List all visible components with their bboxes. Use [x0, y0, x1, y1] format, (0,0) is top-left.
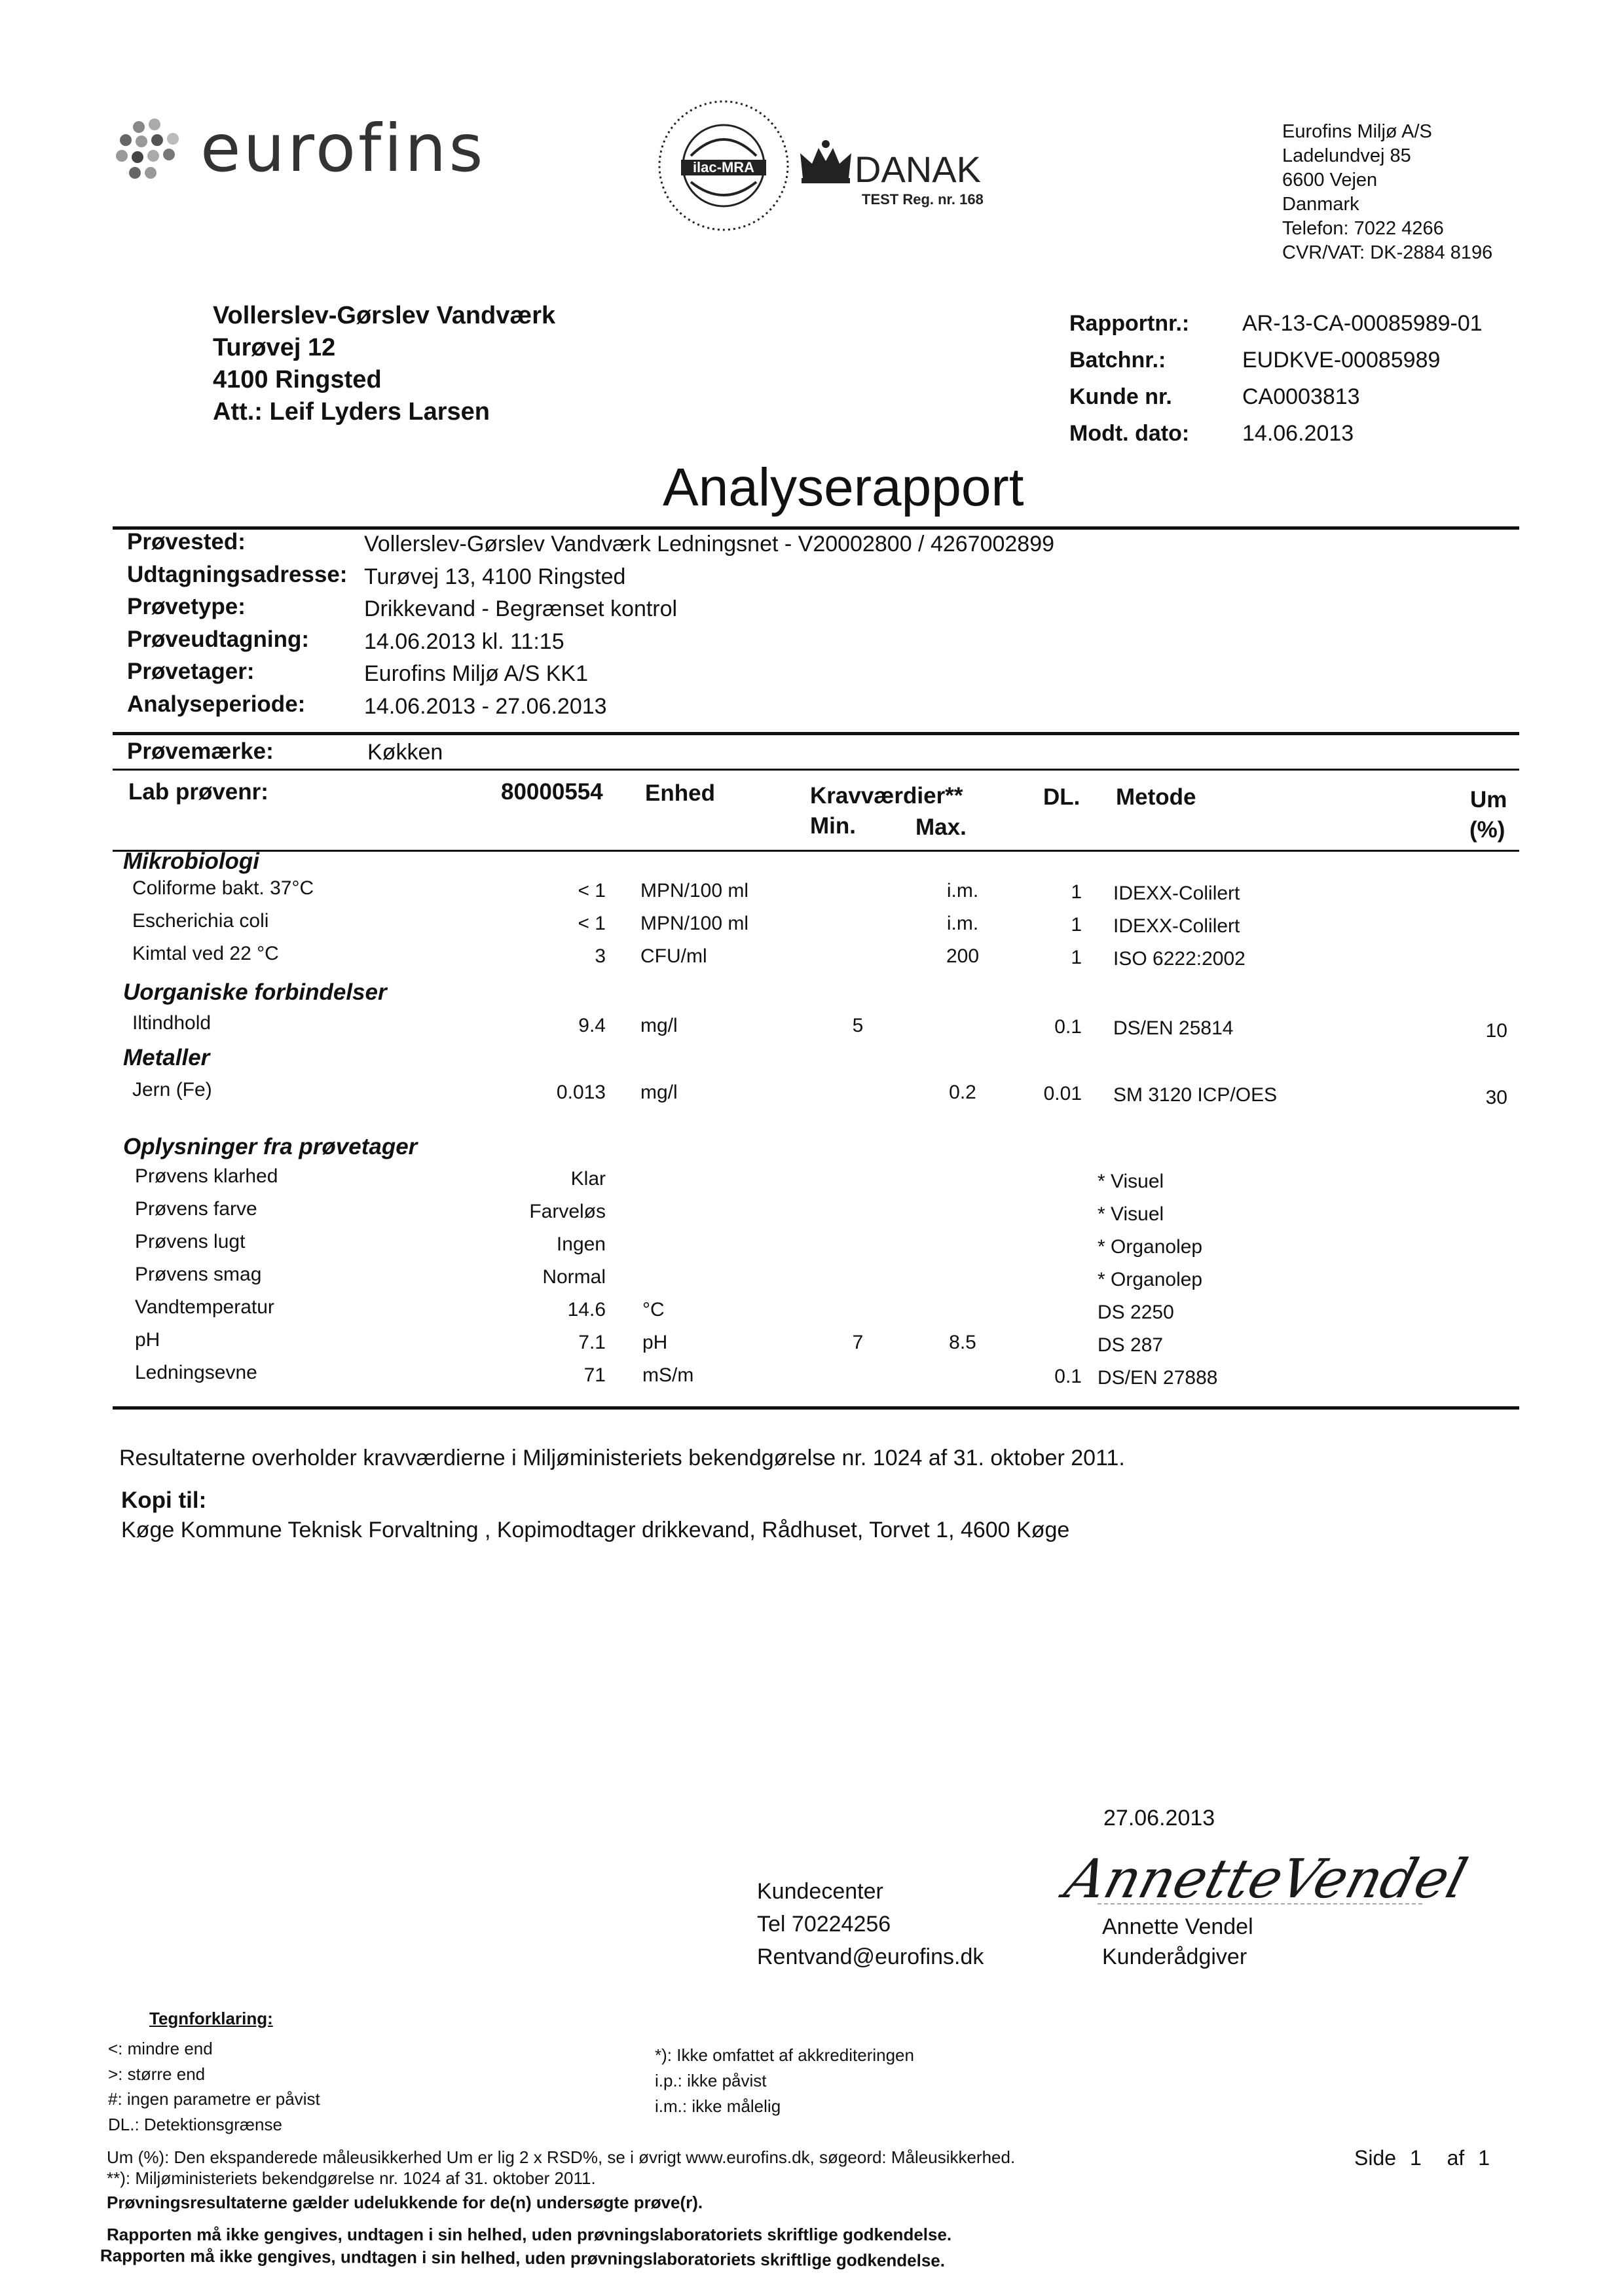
company-line: Telefon: 7022 4266	[1282, 218, 1444, 239]
col-method: Metode	[1116, 784, 1196, 810]
company-line: CVR/VAT: DK-2884 8196	[1282, 242, 1493, 263]
cell-min: 5	[852, 1015, 864, 1036]
cell-min: 7	[852, 1332, 864, 1353]
cell-result: Farveløs	[529, 1201, 606, 1222]
cell-result: Normal	[542, 1266, 606, 1288]
footer-ref: **): Miljøministeriets bekendgørelse nr. 1024 af 31. oktober 2011.	[107, 2168, 596, 2188]
cell-method: IDEXX-Colilert	[1113, 915, 1240, 937]
cell-result: < 1	[578, 880, 606, 902]
cell-dl: 0.1	[1054, 1366, 1082, 1387]
col-unit: Enhed	[645, 780, 715, 806]
cell-method: DS 2250	[1098, 1302, 1174, 1323]
footer-validity: Prøvningsresultaterne gælder udelukkende for de(n) undersøgte prøve(r).	[107, 2193, 703, 2212]
cell-parameter: Prøvens klarhed	[135, 1165, 278, 1187]
cell-unit: CFU/ml	[640, 945, 707, 967]
refs-values	[1242, 305, 1483, 452]
ref-label: Rapportnr.:	[1069, 311, 1190, 336]
sample-mark-value: Køkken	[367, 740, 443, 765]
cell-max: 8.5	[949, 1332, 976, 1353]
info-label: Prøvetager:	[127, 659, 255, 684]
handwritten-signature-icon	[1058, 1838, 1474, 1923]
cell-method: ISO 6222:2002	[1113, 948, 1246, 970]
footer-copyright: Rapporten må ikke gengives, undtagen i sin helhed, uden prøvningslaboratoriets skriftlige godkendelse.	[107, 2225, 952, 2244]
cell-result: 9.4	[578, 1015, 606, 1036]
cell-um: 30	[1485, 1087, 1507, 1108]
legend-item: i.p.: ikke påvist	[655, 2071, 767, 2090]
cell-method: * Visuel	[1098, 1171, 1164, 1192]
contact-line[interactable]: Rentvand@eurofins.dk	[757, 1944, 984, 1969]
cell-dl: 1	[1071, 914, 1082, 936]
col-min: Min.	[810, 813, 856, 839]
contact-block	[757, 1875, 984, 1973]
info-label: Prøvetype:	[127, 594, 246, 619]
ref-label: Batchnr.:	[1069, 348, 1166, 373]
legend-right	[655, 2043, 914, 2119]
col-dl: DL.	[1043, 784, 1080, 810]
cell-method: DS 287	[1098, 1334, 1164, 1356]
signature-date: 27.06.2013	[1103, 1806, 1215, 1831]
info-value: 14.06.2013 - 27.06.2013	[364, 693, 607, 719]
sample-info-values	[364, 528, 1054, 723]
cell-method: DS/EN 25814	[1113, 1017, 1234, 1039]
recipient-line: Vollerslev-Gørslev Vandværk	[213, 302, 556, 329]
copy-label: Kopi til:	[121, 1487, 207, 1513]
legend-item: >: større end	[108, 2064, 206, 2084]
company-line: Eurofins Miljø A/S	[1282, 121, 1432, 142]
col-um-pct: (%)	[1469, 817, 1505, 843]
section-heading: Uorganiske forbindelser	[123, 979, 387, 1005]
company-address	[1282, 120, 1492, 265]
cell-result: 71	[583, 1364, 606, 1386]
cell-method: IDEXX-Colilert	[1113, 883, 1240, 904]
eurofins-logo-icon	[113, 115, 191, 187]
cell-method: DS/EN 27888	[1098, 1367, 1218, 1389]
cell-unit: MPN/100 ml	[640, 913, 749, 934]
page-counter	[1354, 2146, 1490, 2170]
col-lab: Lab prøvenr:	[128, 779, 268, 805]
cell-parameter: Iltindhold	[132, 1012, 212, 1034]
svg-text:AnnetteVendel: AnnetteVendel	[1058, 1848, 1474, 1910]
section-heading: Oplysninger fra prøvetager	[123, 1134, 418, 1159]
danak-text: DANAK	[855, 149, 981, 190]
info-value: Drikkevand - Begrænset kontrol	[364, 596, 678, 621]
cell-result: Klar	[570, 1168, 606, 1190]
ref-label: Kunde nr.	[1069, 384, 1172, 409]
footer-copyright-overprint: Rapporten må ikke gengives, undtagen i sin helhed, uden prøvningslaboratoriets skriftlige godkendelse.	[100, 2246, 946, 2270]
cell-max: 0.2	[949, 1082, 976, 1103]
ref-value: CA0003813	[1242, 384, 1360, 409]
cell-parameter: Kimtal ved 22 °C	[132, 943, 279, 964]
section-heading: Mikrobiologi	[123, 848, 260, 874]
ref-label: Modt. dato:	[1069, 421, 1190, 446]
recipient-line: Att.: Leif Lyders Larsen	[213, 398, 490, 426]
cell-parameter: Vandtemperatur	[135, 1296, 274, 1318]
cell-method: * Organolep	[1098, 1269, 1203, 1290]
cell-result: 3	[595, 945, 606, 967]
info-value: 14.06.2013 kl. 11:15	[364, 629, 564, 654]
ilac-mra-seal-icon	[655, 97, 792, 234]
legend-item: DL.: Detektionsgrænse	[108, 2114, 282, 2134]
info-label: Prøvested:	[127, 529, 246, 555]
danak-reg: TEST Reg. nr. 168	[862, 191, 984, 208]
page-number: 1	[1409, 2146, 1422, 2170]
cell-unit: mg/l	[640, 1082, 678, 1103]
legend-item: #: ingen parametre er påvist	[108, 2089, 320, 2109]
info-label: Udtagningsadresse:	[127, 561, 348, 587]
ref-value: AR-13-CA-00085989-01	[1242, 311, 1483, 336]
conclusion-text: Resultaterne overholder kravværdierne i Miljøministeriets bekendgørelse nr. 1024 af 31. oktober 2011.	[119, 1446, 1125, 1470]
cell-result: 14.6	[567, 1299, 606, 1321]
cell-parameter: Ledningsevne	[135, 1362, 257, 1383]
cell-max: 200	[946, 945, 980, 967]
cell-method: SM 3120 ICP/OES	[1113, 1084, 1278, 1106]
recipient-address	[213, 300, 555, 428]
legend-item: <: mindre end	[108, 2039, 213, 2058]
contact-line: Kundecenter	[757, 1879, 883, 1904]
ref-value: 14.06.2013	[1242, 421, 1354, 446]
recipient-line: 4100 Ringsted	[213, 366, 382, 393]
cell-dl: 1	[1071, 947, 1082, 968]
cell-parameter: Prøvens farve	[135, 1198, 257, 1220]
footer-um: Um (%): Den ekspanderede måleusikkerhed Um er lig 2 x RSD%, se i øvrigt www.eurofins.dk, søgeord: Måleusikkerhed.	[107, 2147, 1016, 2167]
cell-method: * Organolep	[1098, 1236, 1203, 1258]
legend-title: Tegnforklaring:	[149, 2009, 273, 2028]
cell-unit: mS/m	[642, 1364, 694, 1386]
cell-unit: pH	[642, 1332, 668, 1353]
crown-icon	[798, 139, 854, 185]
legend-left	[108, 2036, 320, 2137]
cell-dl: 0.01	[1043, 1083, 1082, 1104]
cell-parameter: pH	[135, 1329, 160, 1351]
signature-name: Annette Vendel	[1102, 1914, 1253, 1939]
refs-labels	[1069, 305, 1189, 452]
cell-um: 10	[1485, 1020, 1507, 1042]
cell-parameter: Jern (Fe)	[132, 1079, 212, 1101]
cell-result: < 1	[578, 913, 606, 934]
company-line: 6600 Vejen	[1282, 170, 1378, 191]
cell-parameter: Prøvens smag	[135, 1264, 262, 1285]
cell-result: Ingen	[556, 1233, 606, 1255]
eurofins-logo-text: eurofins	[200, 110, 486, 187]
cell-dl: 0.1	[1054, 1016, 1082, 1038]
info-label: Prøveudtagning:	[127, 626, 310, 652]
cell-result: 0.013	[556, 1082, 606, 1103]
col-max: Max.	[915, 814, 967, 840]
copy-text: Køge Kommune Teknisk Forvaltning , Kopimodtager drikkevand, Rådhuset, Torvet 1, 4600 Køge	[121, 1518, 1070, 1542]
ilac-text: ilac-MRA	[692, 159, 755, 175]
cell-unit: MPN/100 ml	[640, 880, 749, 902]
cell-method: * Visuel	[1098, 1203, 1164, 1225]
info-value: Vollerslev-Gørslev Vandværk Ledningsnet - V20002800 / 4267002899	[364, 532, 1055, 556]
divider	[113, 769, 1519, 771]
cell-parameter: Coliforme bakt. 37°C	[132, 877, 314, 899]
page-label: Side	[1354, 2146, 1397, 2170]
company-line: Danmark	[1282, 194, 1359, 215]
col-req: Kravværdier**	[810, 783, 963, 809]
recipient-line: Turøvej 12	[213, 334, 336, 361]
report-title: Analyserapport	[663, 458, 1024, 517]
ref-value: EUDKVE-00085989	[1242, 348, 1441, 373]
section-heading: Metaller	[123, 1045, 210, 1070]
company-line: Ladelundvej 85	[1282, 145, 1411, 166]
col-um: Um	[1470, 787, 1507, 812]
cell-unit: mg/l	[640, 1015, 678, 1036]
col-sample-no: 80000554	[501, 779, 603, 805]
legend-item: *): Ikke omfattet af akkrediteringen	[655, 2045, 914, 2065]
divider	[113, 732, 1519, 735]
legend-item: i.m.: ikke målelig	[655, 2096, 781, 2116]
info-value: Eurofins Miljø A/S KK1	[364, 661, 589, 686]
cell-unit: °C	[642, 1299, 665, 1321]
divider	[113, 1406, 1519, 1410]
page-of: af	[1447, 2146, 1465, 2170]
divider	[113, 850, 1519, 852]
info-label: Analyseperiode:	[127, 691, 306, 717]
cell-max: i.m.	[946, 913, 979, 934]
cell-result: 7.1	[578, 1332, 606, 1353]
sample-info-labels	[127, 526, 347, 720]
cell-max: i.m.	[946, 880, 979, 902]
sample-mark-label: Prøvemærke:	[127, 738, 274, 764]
cell-dl: 1	[1071, 881, 1082, 903]
info-value: Turøvej 13, 4100 Ringsted	[364, 564, 626, 589]
page-total: 1	[1478, 2146, 1490, 2170]
cell-parameter: Escherichia coli	[132, 910, 269, 932]
contact-line: Tel 70224256	[757, 1912, 891, 1937]
cell-parameter: Prøvens lugt	[135, 1231, 246, 1252]
signature-role: Kunderådgiver	[1102, 1944, 1247, 1969]
